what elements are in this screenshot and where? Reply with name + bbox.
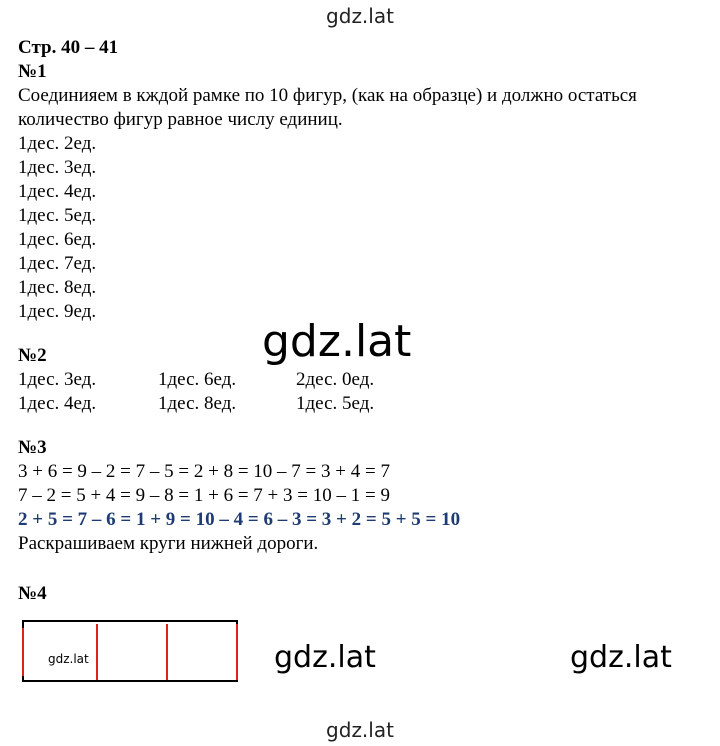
task2-cell: 1дес. 6ед. (158, 369, 237, 390)
task2-cell: 2дес. 0ед. (296, 369, 375, 390)
watermark-mid-1: gdz.lat (274, 640, 376, 675)
watermark-box: gdz.lat (48, 652, 89, 666)
task3-equation-chain: 7 – 2 = 5 + 4 = 9 – 8 = 1 + 6 = 7 + 3 = 10 – 1 = 9 (18, 485, 390, 506)
task1-description: Соединияем в кждой рамке по 10 фигур, (как на образце) и должно остаться (18, 85, 637, 106)
task3-answer-chain: 2 + 5 = 7 – 6 = 1 + 9 = 10 – 4 = 6 – 3 = 3 + 2 = 5 + 5 = 10 (18, 509, 461, 530)
task3-note: Раскрашиваем круги нижней дороги. (18, 533, 319, 554)
task1-item: 1дес. 4ед. (18, 181, 97, 202)
task2-row (18, 368, 708, 392)
task2-heading: №2 (18, 345, 47, 366)
task1-item: 1дес. 9ед. (18, 301, 97, 322)
task1-description-cont: количество фигур равное числу единиц. (18, 109, 343, 130)
task1-heading: №1 (18, 61, 47, 82)
task1-item: 1дес. 3ед. (18, 157, 97, 178)
task1-item: 1дес. 2ед. (18, 133, 97, 154)
segment-mark (166, 624, 168, 680)
task2-cell: 1дес. 5ед. (296, 393, 375, 414)
task2-cell: 1дес. 3ед. (18, 369, 97, 390)
watermark-mid-2: gdz.lat (570, 640, 672, 675)
watermark-bottom: gdz.lat (326, 718, 394, 742)
watermark-center: gdz.lat (262, 316, 412, 367)
task2-cell: 1дес. 8ед. (158, 393, 237, 414)
segment-mark (236, 624, 238, 680)
page-reference: Стр. 40 – 41 (18, 37, 119, 58)
task1-item: 1дес. 5ед. (18, 205, 97, 226)
segment-mark (96, 624, 98, 680)
task4-heading: №4 (18, 583, 47, 604)
task2-cell: 1дес. 4ед. (18, 393, 97, 414)
task1-item: 1дес. 7ед. (18, 253, 97, 274)
task3-heading: №3 (18, 437, 47, 458)
task3-equation-chain: 3 + 6 = 9 – 2 = 7 – 5 = 2 + 8 = 10 – 7 = 3 + 4 = 7 (18, 461, 390, 482)
segment-diagram (22, 620, 238, 682)
watermark-top: gdz.lat (326, 4, 394, 28)
task1-item: 1дес. 8ед. (18, 277, 97, 298)
segment-mark (22, 628, 24, 676)
task2-row (18, 392, 708, 416)
task1-item: 1дес. 6ед. (18, 229, 97, 250)
